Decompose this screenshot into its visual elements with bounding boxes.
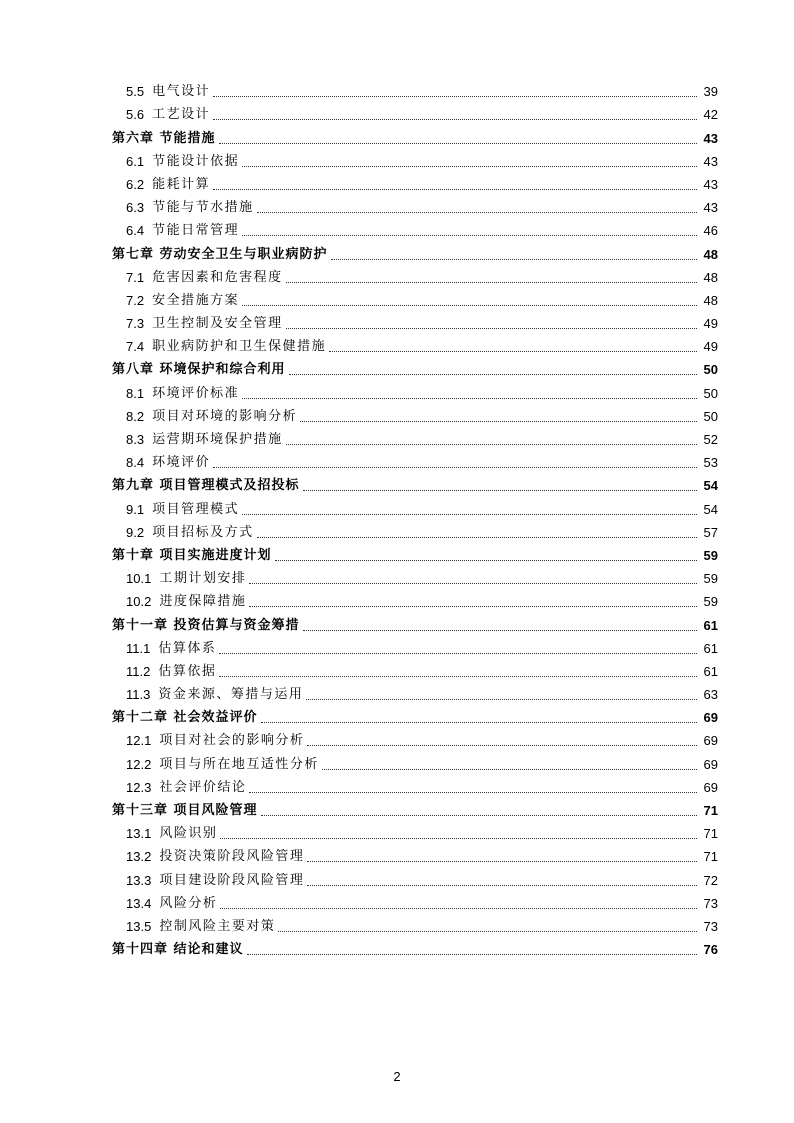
toc-entry-title: 项目建设阶段风险管理	[159, 872, 305, 888]
dot-leader	[249, 792, 697, 793]
toc-entry-title: 投资决策阶段风险管理	[159, 849, 305, 865]
dot-leader	[213, 119, 697, 120]
toc-entry-title: 工期计划安排	[159, 571, 247, 587]
dot-leader	[306, 699, 697, 700]
toc-entry-page: 59	[703, 571, 718, 587]
page-number: 2	[393, 1069, 401, 1084]
toc-entry[interactable]	[112, 657, 718, 680]
dot-leader	[249, 606, 697, 607]
dot-leader	[307, 885, 697, 886]
toc-entry[interactable]	[112, 378, 718, 401]
toc-entry-page: 72	[703, 872, 718, 888]
dot-leader	[249, 583, 697, 584]
toc-entry[interactable]	[112, 332, 718, 355]
toc-entry[interactable]	[112, 865, 718, 888]
toc-entry[interactable]	[112, 263, 718, 286]
toc-entry-page: 43	[703, 176, 718, 192]
toc-chapter-title: 第十三章 项目风险管理	[112, 803, 258, 818]
toc-chapter-title: 第十二章 社会效益评价	[112, 710, 258, 726]
toc-entry-number: 8.3	[126, 432, 145, 447]
toc-entry-number: 13.4	[126, 895, 152, 911]
toc-entry-title: 项目招标及方式	[152, 524, 254, 540]
toc-entry-title: 环境评价标准	[152, 385, 240, 401]
toc-entry-number: 5.5	[126, 84, 145, 100]
toc-entry-number: 7.1	[126, 269, 145, 285]
toc-entry-title: 项目对社会的影响分析	[159, 733, 305, 749]
dot-leader	[213, 96, 697, 97]
toc-entry-number: 8.1	[126, 385, 145, 401]
toc-entry-number: 7.2	[126, 292, 145, 308]
toc-entry-page: 54	[703, 501, 718, 517]
toc-entry-number: 6.4	[126, 223, 145, 239]
dot-leader	[300, 421, 697, 422]
toc-chapter-title: 第七章 劳动安全卫生与职业病防护	[112, 246, 328, 262]
dot-leader	[213, 467, 697, 468]
toc-entry-page: 43	[703, 200, 718, 216]
toc-entry-number: 11.3	[126, 687, 151, 703]
toc-entry-title: 控制风险主要对策	[159, 918, 276, 934]
toc-chapter-title: 第十章 项目实施进度计划	[112, 547, 272, 563]
toc-entry-title: 节能与节水措施	[152, 200, 254, 216]
toc-entry-number: 10.2	[126, 594, 152, 610]
dot-leader	[242, 305, 697, 306]
toc-entry-title: 节能设计依据	[152, 153, 240, 169]
toc-chapter-title: 第十四章 结论和建议	[112, 942, 244, 958]
toc-entry-number: 12.3	[126, 779, 152, 795]
toc-entry-page: 49	[703, 339, 718, 355]
toc-chapter-title: 第八章 环境保护和综合利用	[112, 362, 286, 378]
toc-entry-number: 9.2	[126, 524, 145, 540]
toc-entry[interactable]	[112, 216, 718, 239]
dot-leader	[286, 328, 697, 329]
toc-entry-title: 项目与所在地互适性分析	[159, 756, 319, 772]
toc-entry[interactable]	[112, 842, 718, 865]
dot-leader	[242, 235, 697, 236]
dot-leader	[219, 653, 697, 654]
toc-entry-title: 估算体系	[158, 640, 217, 656]
toc-entry-page: 42	[703, 107, 718, 123]
toc-entry-number: 10.1	[126, 571, 152, 587]
dot-leader	[242, 514, 697, 515]
toc-entry-title: 卫生控制及安全管理	[152, 316, 283, 332]
toc-chapter-title: 第六章 节能措施	[112, 130, 216, 146]
toc-chapter-entry[interactable]	[112, 610, 718, 633]
toc-entry[interactable]	[112, 680, 718, 703]
toc-entry[interactable]	[112, 309, 718, 332]
dot-leader	[220, 908, 697, 909]
dot-leader	[278, 931, 697, 932]
toc-entry-page: 73	[703, 895, 718, 911]
toc-chapter-entry[interactable]	[112, 123, 718, 146]
toc-entry-page: 59	[703, 594, 718, 610]
toc-entry-title: 资金来源、筹措与运用	[158, 687, 304, 703]
toc-entry-number: 7.4	[126, 339, 145, 355]
toc-entry-page: 46	[703, 223, 718, 239]
toc-entry-page: 50	[703, 385, 718, 401]
table-of-contents	[112, 77, 718, 958]
toc-entry-number: 11.1	[126, 640, 151, 656]
dot-leader	[242, 166, 697, 167]
toc-entry-number: 13.3	[126, 872, 152, 888]
dot-leader	[331, 259, 697, 260]
toc-entry-number: 8.2	[126, 408, 145, 424]
toc-entry-page: 63	[703, 687, 718, 703]
toc-entry-title: 电气设计	[152, 84, 211, 100]
toc-entry-page: 50	[703, 408, 718, 424]
dot-leader	[303, 490, 697, 491]
dot-leader	[307, 861, 697, 862]
dot-leader	[242, 398, 697, 399]
toc-entry-page: 61	[703, 617, 718, 633]
dot-leader	[213, 189, 697, 190]
toc-entry-page: 59	[703, 547, 718, 563]
toc-entry[interactable]	[112, 564, 718, 587]
toc-entry-page: 69	[703, 710, 718, 726]
toc-entry-number: 5.6	[126, 107, 145, 123]
dot-leader	[286, 444, 697, 445]
toc-entry[interactable]	[112, 170, 718, 193]
toc-entry-page: 69	[703, 756, 718, 772]
toc-entry-page: 54	[703, 478, 718, 494]
toc-entry[interactable]	[112, 100, 718, 123]
toc-entry-page: 53	[703, 455, 718, 471]
dot-leader	[322, 769, 697, 770]
dot-leader	[257, 537, 697, 538]
toc-entry-number: 6.2	[126, 176, 145, 192]
toc-entry-number: 11.2	[126, 663, 151, 679]
toc-entry[interactable]	[112, 147, 718, 170]
toc-entry[interactable]	[112, 77, 718, 100]
toc-entry-page: 48	[703, 269, 718, 285]
toc-entry-title: 社会评价结论	[159, 779, 247, 795]
toc-entry-number: 12.2	[126, 756, 152, 772]
toc-entry[interactable]	[112, 587, 718, 610]
toc-entry-page: 50	[703, 362, 718, 378]
toc-entry-number: 7.3	[126, 316, 145, 332]
dot-leader	[307, 745, 697, 746]
toc-entry-page: 48	[703, 292, 718, 308]
toc-entry[interactable]	[112, 448, 718, 471]
dot-leader	[261, 815, 697, 816]
toc-entry-page: 69	[703, 779, 718, 795]
toc-entry-title: 进度保障措施	[159, 594, 247, 610]
toc-entry-page: 71	[703, 849, 718, 865]
toc-chapter-entry[interactable]	[112, 239, 718, 262]
toc-entry-page: 43	[703, 130, 718, 146]
toc-entry-title: 环境评价	[152, 455, 211, 471]
toc-chapter-title: 第十一章 投资估算与资金筹措	[112, 617, 300, 633]
toc-entry-title: 节能日常管理	[152, 223, 240, 239]
toc-entry-number: 13.5	[126, 918, 152, 934]
toc-entry-number: 9.1	[126, 501, 145, 517]
toc-entry-page: 39	[703, 84, 718, 100]
toc-entry-page: 61	[703, 640, 718, 656]
dot-leader	[289, 374, 697, 375]
toc-entry-title: 运营期环境保护措施	[152, 432, 283, 447]
toc-entry-number: 6.1	[126, 153, 145, 169]
toc-chapter-entry[interactable]	[112, 703, 718, 726]
toc-chapter-entry[interactable]	[112, 541, 718, 564]
dot-leader	[261, 722, 697, 723]
toc-entry[interactable]	[112, 749, 718, 772]
toc-chapter-entry[interactable]	[112, 355, 718, 378]
dot-leader	[247, 954, 697, 955]
toc-entry-title: 估算依据	[158, 663, 217, 679]
dot-leader	[329, 351, 697, 352]
dot-leader	[219, 143, 697, 144]
dot-leader	[257, 212, 697, 213]
dot-leader	[286, 282, 697, 283]
toc-entry[interactable]	[112, 193, 718, 216]
toc-entry-page: 61	[703, 663, 718, 679]
toc-entry-number: 6.3	[126, 200, 145, 216]
toc-entry-title: 危害因素和危害程度	[152, 269, 283, 285]
toc-entry[interactable]	[112, 286, 718, 309]
toc-entry[interactable]	[112, 634, 718, 657]
toc-entry-page: 76	[703, 942, 718, 958]
toc-entry[interactable]	[112, 889, 718, 912]
toc-chapter-entry[interactable]	[112, 935, 718, 958]
dot-leader	[303, 630, 697, 631]
toc-entry[interactable]	[112, 494, 718, 517]
toc-entry-number: 8.4	[126, 455, 145, 471]
toc-entry-title: 工艺设计	[152, 107, 211, 123]
toc-entry-title: 风险分析	[159, 895, 218, 911]
toc-entry-page: 73	[703, 918, 718, 934]
toc-entry-page: 48	[703, 246, 718, 262]
toc-entry-number: 13.2	[126, 849, 152, 865]
toc-entry[interactable]	[112, 402, 718, 425]
toc-chapter-title: 第九章 项目管理模式及招投标	[112, 478, 300, 494]
toc-entry-page: 49	[703, 316, 718, 332]
toc-entry-title: 安全措施方案	[152, 292, 240, 308]
toc-chapter-entry[interactable]	[112, 471, 718, 494]
toc-entry[interactable]	[112, 773, 718, 796]
toc-entry[interactable]	[112, 819, 718, 842]
toc-entry-page: 71	[703, 803, 718, 818]
toc-entry-page: 57	[703, 524, 718, 540]
toc-entry-number: 12.1	[126, 733, 152, 749]
toc-entry-title: 能耗计算	[152, 176, 211, 192]
toc-chapter-entry[interactable]	[112, 796, 718, 819]
toc-entry-page: 71	[703, 826, 718, 842]
toc-entry[interactable]	[112, 726, 718, 749]
dot-leader	[219, 676, 697, 677]
toc-entry-number: 13.1	[126, 826, 152, 842]
toc-entry[interactable]	[112, 425, 718, 448]
toc-entry[interactable]	[112, 518, 718, 541]
dot-leader	[220, 838, 697, 839]
toc-entry-page: 69	[703, 733, 718, 749]
toc-entry-page: 52	[703, 432, 718, 447]
toc-entry-page: 43	[703, 153, 718, 169]
toc-entry-title: 项目对环境的影响分析	[152, 408, 298, 424]
toc-entry[interactable]	[112, 912, 718, 935]
toc-entry-title: 风险识别	[159, 826, 218, 842]
toc-entry-title: 职业病防护和卫生保健措施	[152, 339, 327, 355]
dot-leader	[275, 560, 697, 561]
toc-entry-title: 项目管理模式	[152, 501, 240, 517]
